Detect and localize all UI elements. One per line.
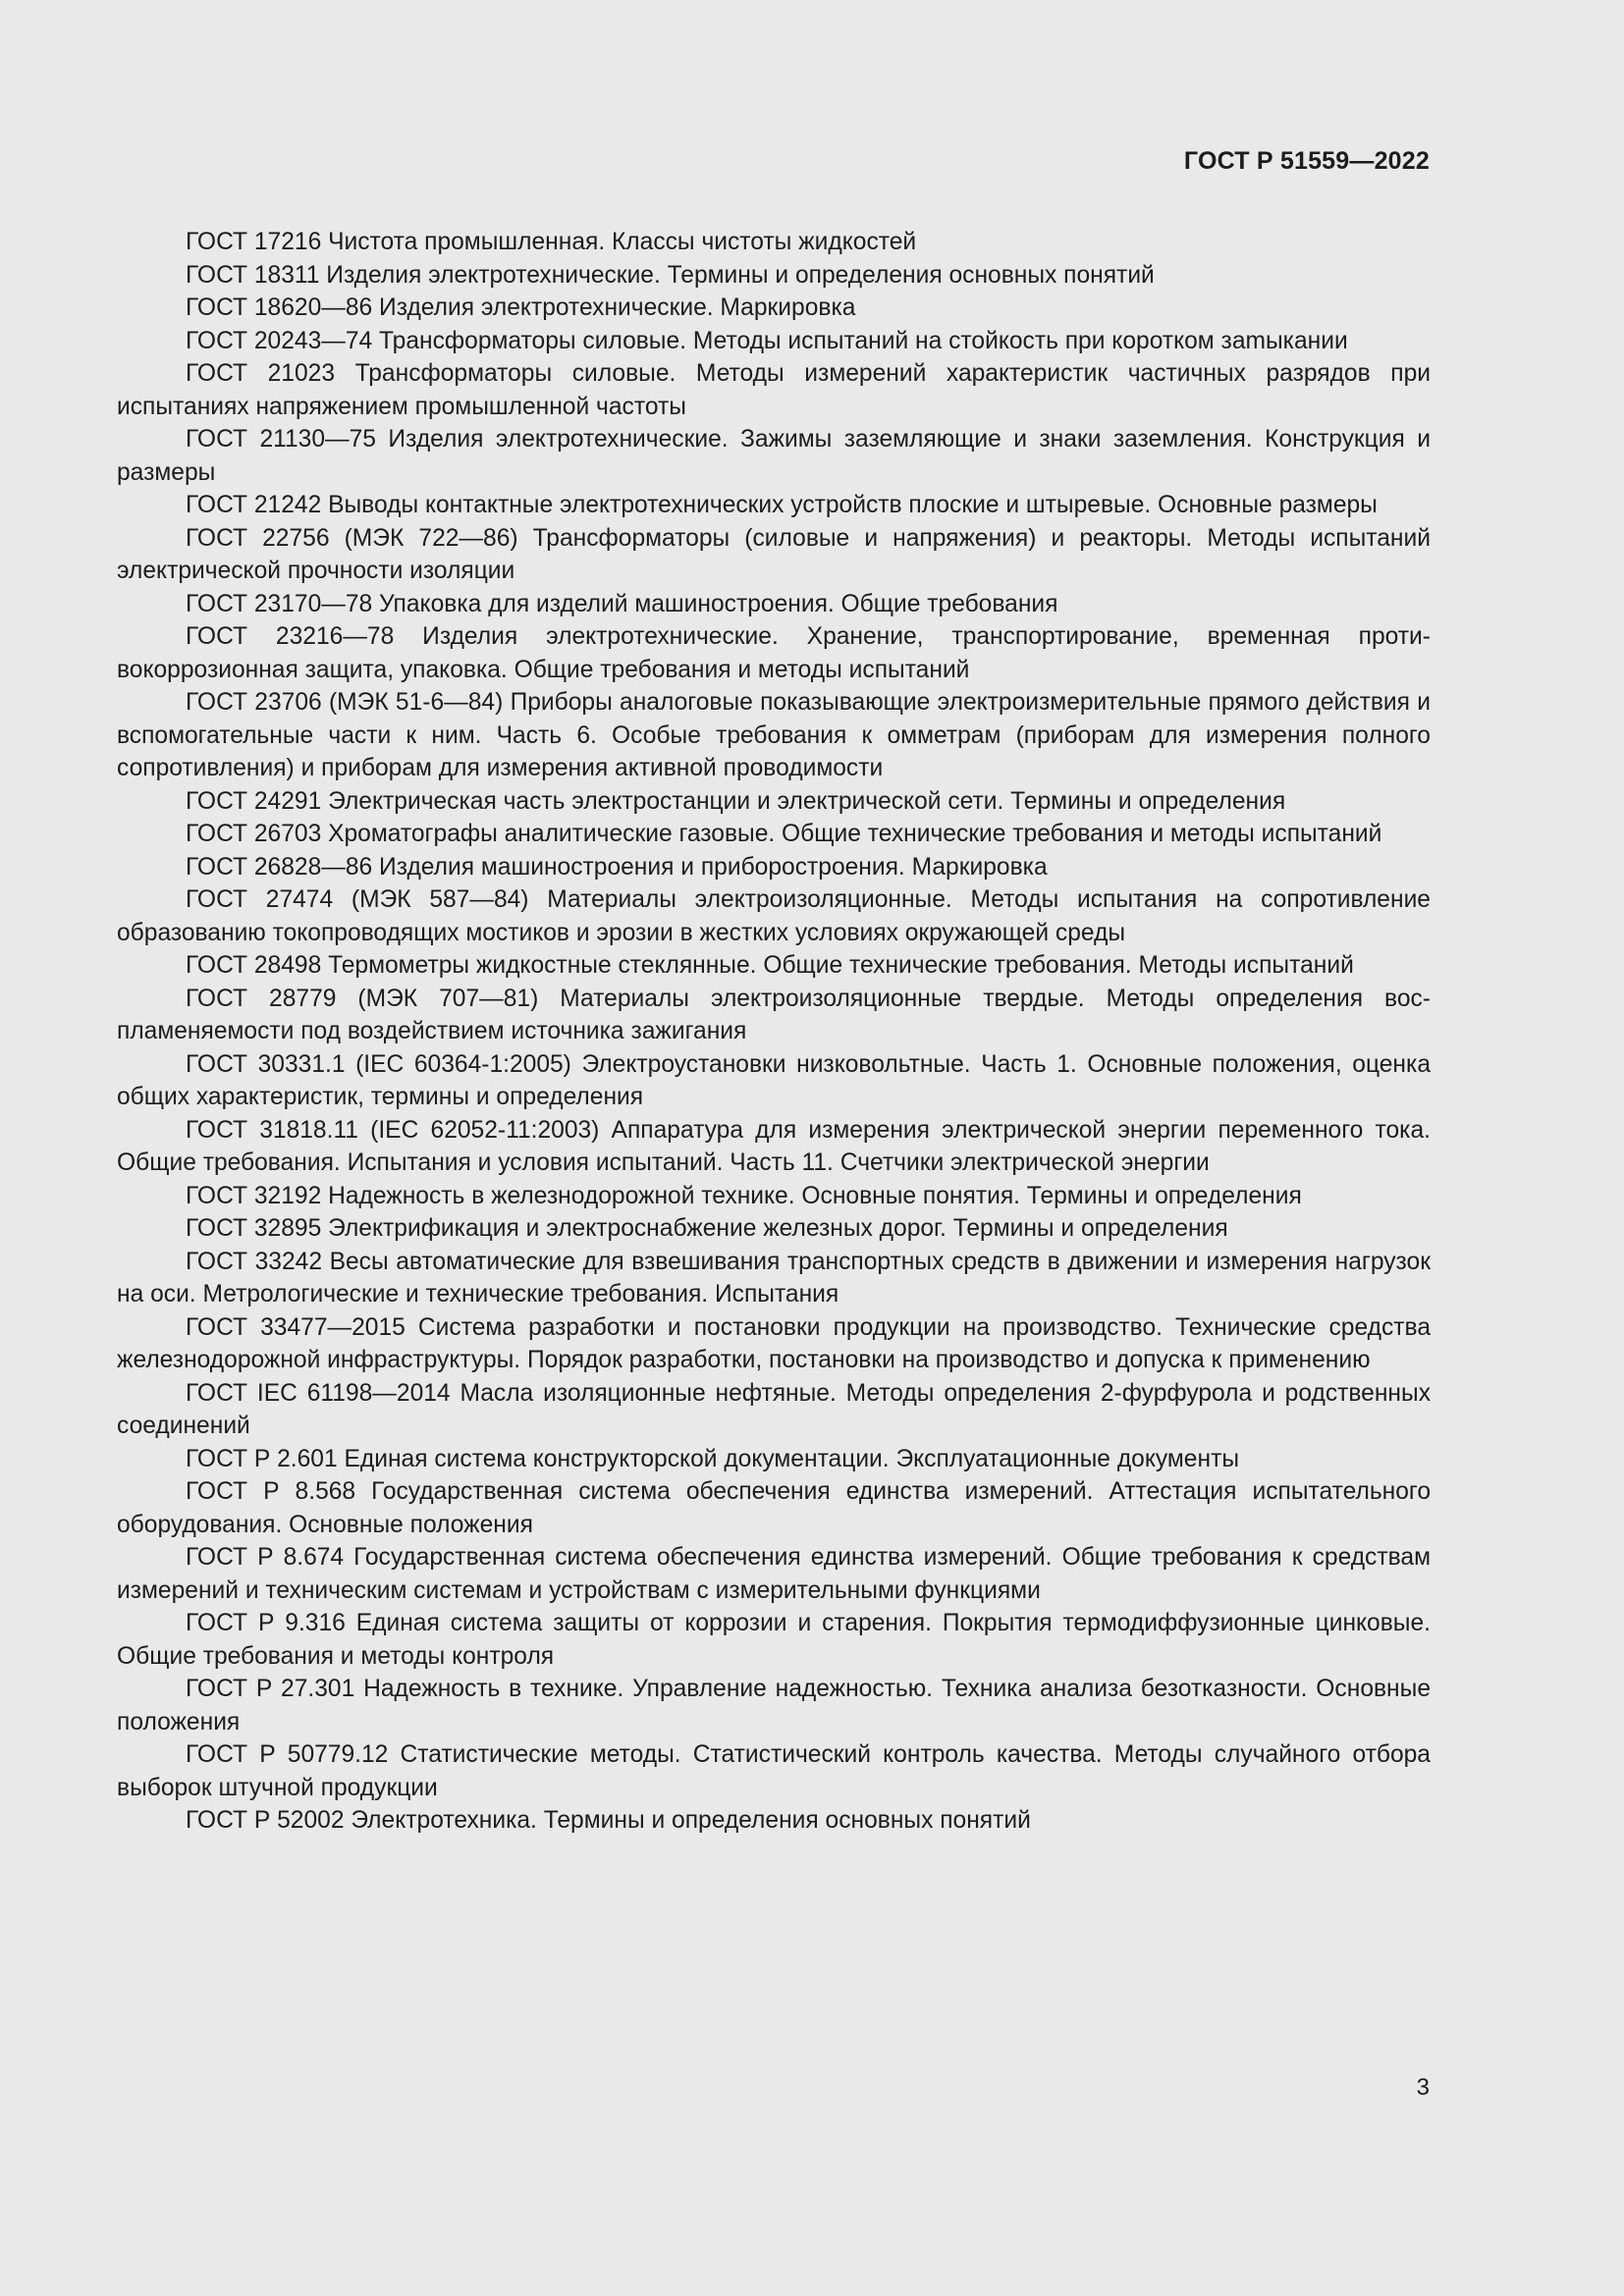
reference-entry: ГОСТ 23216—78 Изделия электротехнические. Хранение, транспортирование, временная противокоррозионная защита, упаковка. Общие требования и методы испытаний [117, 623, 1431, 683]
page-number: 3 [1416, 2074, 1430, 2101]
reference-entry: ГОСТ 28779 (МЭК 707—81) Материалы электроизоляционные твердые. Методы определения воспламеняемости под воздействием источника зажигания [117, 985, 1431, 1044]
reference-entry: ГОСТ Р 8.568 Государственная система обеспечения единства измерений. Аттестация испытательного оборудования. Основные положения [117, 1478, 1431, 1538]
reference-entry: ГОСТ 32895 Электрификация и электроснабжение железных дорог. Термины и определения [186, 1215, 1228, 1242]
reference-entry: ГОСТ 24291 Электрическая часть электростанции и электрической сети. Термины и определения [186, 787, 1286, 815]
reference-entry: ГОСТ 21130—75 Изделия электротехнические. Зажимы заземляющие и знаки заземления. Конструкция и размеры [117, 426, 1431, 486]
reference-entry: ГОСТ 32192 Надежность в железнодорожной технике. Основные понятия. Термины и определения [186, 1182, 1302, 1209]
reference-entry: ГОСТ 18311 Изделия электротехнические. Термины и определения основных понятий [186, 261, 1155, 289]
reference-entry: ГОСТ IEC 61198—2014 Масла изоляционные нефтяные. Методы определения 2-фурфурола и родственных соединений [117, 1379, 1431, 1439]
reference-entry: ГОСТ Р 50779.12 Статистические методы. Статистический контроль качества. Методы случайного отбора выборок штучной продукции [117, 1741, 1431, 1801]
reference-entry: ГОСТ 18620—86 Изделия электротехнические. Маркировка [186, 294, 856, 321]
reference-entry: ГОСТ 17216 Чистота промышленная. Классы чистоты жидкостей [186, 229, 917, 255]
reference-entry: ГОСТ 23170—78 Упаковка для изделий машиностроения. Общие требования [186, 590, 1058, 617]
reference-entry: ГОСТ Р 27.301 Надежность в технике. Управление надежностью. Техника анализа безотказности. Основные положения [117, 1676, 1431, 1735]
reference-entry: ГОСТ 27474 (МЭК 587—84) Материалы электроизоляционные. Методы испытания на сопротивление образованию токопроводящих мостиков и эрозии в жестких условиях окружающей среды [117, 886, 1431, 946]
reference-entry: ГОСТ 31818.11 (IEC 62052-11:2003) Аппаратура для измерения электрической энергии переменного тока. Общие требования. Испытания и условия испытаний. Часть 11. Счетчики электрической энергии [117, 1116, 1431, 1176]
reference-entry: ГОСТ Р 52002 Электротехника. Термины и определения основных понятий [186, 1807, 1031, 1834]
reference-entry: ГОСТ 28498 Термометры жидкостные стеклянные. Общие технические требования. Методы испытаний [186, 952, 1354, 979]
normative-references-list [117, 226, 1431, 1838]
standard-id-header: ГОСТ Р 51559—2022 [1183, 147, 1430, 175]
reference-entry: ГОСТ 33242 Весы автоматические для взвешивания транспортных средств в движении и измерения нагрузок на оси. Метрологические и технические требования. Испытания [117, 1248, 1431, 1308]
reference-entry: ГОСТ Р 2.601 Единая система конструкторской документации. Эксплуатационные документы [186, 1445, 1240, 1472]
reference-entry: ГОСТ 33477—2015 Система разработки и постановки продукции на производство. Технические средства железнодорожной инфраструктуры. Порядок разработки, постановки на производство и допуска к применению [117, 1313, 1431, 1373]
reference-entry: ГОСТ 26828—86 Изделия машиностроения и приборостроения. Маркировка [186, 853, 1048, 881]
reference-entry: ГОСТ 30331.1 (IEC 60364-1:2005) Электроустановки низковольтные. Часть 1. Основные положения, оценка общих характеристик, термины и определения [117, 1050, 1431, 1110]
reference-entry: ГОСТ 21242 Выводы контактные электротехнических устройств плоские и штыревые. Основные размеры [186, 492, 1378, 518]
reference-entry: ГОСТ Р 9.316 Единая система защиты от коррозии и старения. Покрытия термодиффузионные цинковые. Общие требования и методы контроля [117, 1610, 1431, 1670]
reference-entry: ГОСТ Р 8.674 Государственная система обеспечения единства измерений. Общие требования к средствам измерений и техническим системам и устройствам с измерительными функциями [117, 1544, 1431, 1604]
reference-entry: ГОСТ 20243—74 Трансформаторы силовые. Методы испытаний на стойкость при коротком заmыкании [186, 327, 1348, 354]
reference-entry: ГОСТ 26703 Хроматографы аналитические газовые. Общие технические требования и методы испытаний [186, 821, 1382, 847]
reference-entry: ГОСТ 23706 (МЭК 51-6—84) Приборы аналоговые показывающие электроизмерительные прямого действия и вспомогательные части к ним. Часть 6. Особые требования к омметрам (приборам для измерения полного сопротивления) и приборам для измерения активной проводимости [117, 689, 1431, 781]
reference-entry: ГОСТ 22756 (МЭК 722—86) Трансформаторы (силовые и напряжения) и реакторы. Методы испытаний электрической прочности изоляции [117, 524, 1431, 584]
reference-entry: ГОСТ 21023 Трансформаторы силовые. Методы измерений характеристик частичных разрядов при испытаниях напряжением промышленной частоты [117, 360, 1431, 420]
